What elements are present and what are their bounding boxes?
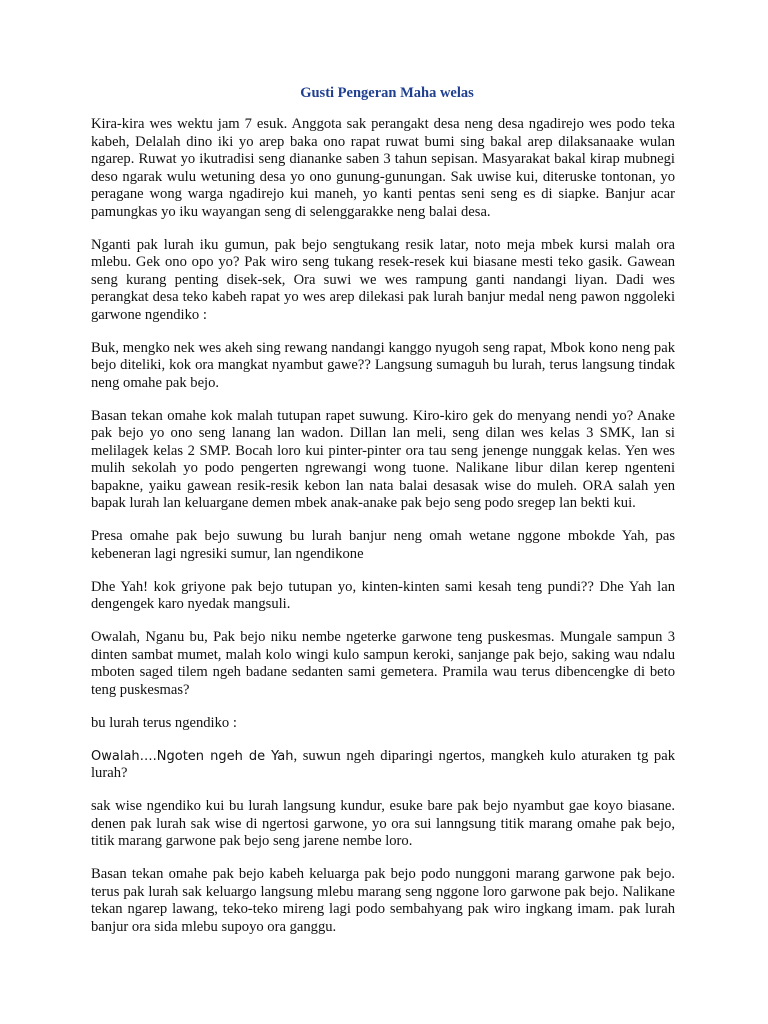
special-prefix-text: Owalah….Ngoten ngeh de Yah [91, 748, 294, 764]
paragraph: Owalah, Nganu bu, Pak bejo niku nembe ngeterke garwone teng puskesmas. Mungale sampun 3 dinten sambat mumet, malah kolo wingi kulo sampun keroki, sanjange pak bejo, saking wau ndalu mboten saged tilem ngeh badane sedanten sami gemetera. Pramila wau terus dibencengke di beto teng puskesmas? [91, 629, 675, 698]
paragraph: Buk, mengko nek wes akeh sing rewang nandangi kanggo nyugoh seng rapat, Mbok kono neng pak bejo diteliki, kok ora mangkat nyambut gawe?? Langsung sumaguh bu lurah, terus langsung tindak neng omahe pak bejo. [91, 339, 675, 391]
paragraph: sak wise ngendiko kui bu lurah langsung kundur, esuke bare pak bejo nyambut gae koyo biasane. denen pak lurah sak wise di ngertosi garwone, yo ora sui lanngsung titik marang omahe pak bejo, titik marang garwone pak bejo seng jarene nembe loro. [91, 798, 675, 849]
paragraph: Basan tekan omahe pak bejo kabeh keluarga pak bejo podo nunggoni marang garwone pak bejo. terus pak lurah sak keluargo langsung mlebu marang seng nggone loro garwone pak bejo. Nalikane tekan ngarep lawang, teko-teko mireng lagi podo sembahyang pak wiro ingkang imam. pak lurah banjur ora sida mlebu supoyo ora ganggu. [91, 866, 675, 935]
paragraph: Nganti pak lurah iku gumun, pak bejo sengtukang resik latar, noto meja mbek kursi malah ora mlebu. Gek ono opo yo? Pak wiro seng tukang resek-resek kui biasane mesti teko gasik. Gawean seng kurang penting disek-sek, Ora suwi we wes rampung ganti nandangi liyan. Dadi wes perangkat desa teko kabeh rapat yo wes arep dilekasi pak lurah banjur medal neng pawon nggoleki garwone ngendiko : [91, 236, 675, 323]
paragraph: Dhe Yah! kok griyone pak bejo tutupan yo, kinten-kinten sami kesah teng pundi?? Dhe Yah lan dengengek karo nyedak mangsuli. [91, 578, 675, 612]
paragraph-special [91, 748, 675, 783]
paragraph: bu lurah terus ngendiko : [91, 714, 237, 731]
paragraph: Kira-kira wes wektu jam 7 esuk. Anggota sak perangakt desa neng desa ngadirejo wes podo teka kabeh, Delalah dino iki yo arep baka ono rapat ruwat bumi sing bakal arep dilaksanaake wulan ngarep. Ruwat yo ikutradisi seng dianankе saben 3 tahun sepisan. Masyarakat bakal kirap mubnegi deso ngarak wulu wetuning desa yo ono gunung-gunungan. Sak uwise kui, diteruske tontonan, yo peragane wong warga ngadirejo kui maneh, yo kanti pentas seni seng es di siapke. Banjur acar pamungkas yo iku wayangan seng di selenggarakke neng balai desa. [91, 116, 675, 220]
document-page [91, 84, 675, 952]
document-title: Gusti Pengeran Maha welas [300, 85, 474, 101]
special-body-text: , suwun ngeh diparingi ngertos, mangkeh kulo aturaken tg pak lurah? [91, 747, 676, 781]
paragraph: Basan tekan omahe kok malah tutupan rapet suwung. Kiro-kiro gek do menyang nendi yo? Anake pak bejo yo ono seng lanang lan wadon. Dillan lan meli, seng dilan wes kelas 3 SMK, lan si melilagek kelas 2 SMP. Bocah loro kui pinter-pinter ora tau seng jenenge nunggak kelas. Yen wes mulih sekolah yo podo pengerten ngrewangi wong tuone. Nalikane libur dilan kerep ngenteni bapakne, yaiku gawean resik-resik kebon lan nata balai desasak wise do muleh. ORA salah yen bapak lurah lan keluargane demen mbek anak-anake pak bejo seng podo sregep lan bekti kui. [91, 407, 675, 511]
paragraph: Presa omahe pak bejo suwung bu lurah banjur neng omah wetane nggone mbokde Yah, pas kebeneran lagi ngresiki sumur, lan ngendikone [91, 528, 675, 562]
